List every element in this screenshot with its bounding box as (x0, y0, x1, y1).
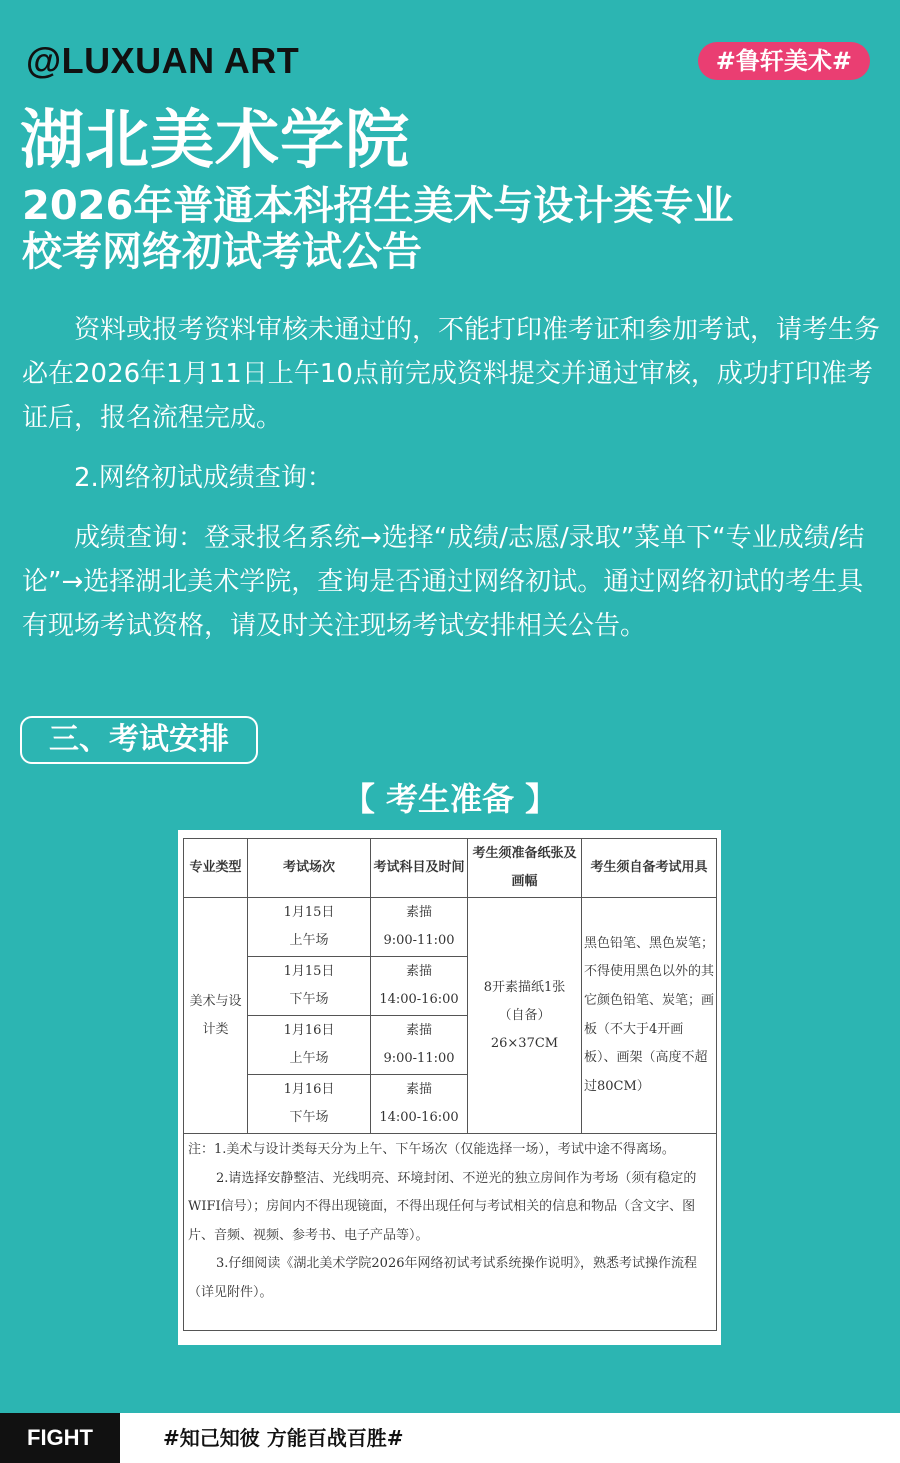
session-date: 1月15日 (283, 905, 335, 920)
major-cell: 美术与设计类 (184, 898, 248, 1134)
table-notes-row (184, 1134, 717, 1331)
table-row (184, 898, 717, 957)
title-line-1: 2026年普通本科招生美术与设计类专业 (22, 183, 734, 229)
tools-cell: 黑色铅笔、黑色炭笔；不得使用黑色以外的其它颜色铅笔、炭笔；画板（不大于4开画板）、画架（高度不超过80CM） (582, 898, 717, 1134)
paper-line-3: 26×37CM (490, 1035, 559, 1051)
brand-name: @LUXUAN ART (26, 40, 300, 81)
subject-time: 14:00-16:00 (379, 1110, 459, 1125)
session-date: 1月16日 (283, 1023, 335, 1038)
session-cell (248, 1075, 371, 1134)
header-subject: 考试科目及时间 (371, 839, 468, 898)
session-half: 上午场 (289, 1051, 329, 1066)
school-name: 湖北美术学院 (20, 104, 410, 178)
subject-cell (371, 1075, 468, 1134)
announcement-title (22, 183, 892, 275)
header-session: 考试场次 (248, 839, 371, 898)
paper-cell (468, 898, 582, 1134)
session-half: 下午场 (289, 992, 329, 1007)
subject-time: 9:00-11:00 (383, 933, 455, 948)
table-header-row (184, 839, 717, 898)
exam-schedule-card (178, 830, 721, 1345)
session-cell (248, 898, 371, 957)
title-line-2: 校考网络初试考试公告 (22, 229, 422, 275)
session-date: 1月16日 (283, 1082, 335, 1097)
subject-time: 14:00-16:00 (379, 992, 459, 1007)
subject-name: 素描 (405, 1082, 432, 1097)
hashtag-badge: #鲁轩美术# (698, 42, 870, 80)
header-tools: 考生须自备考试用具 (582, 839, 717, 898)
session-cell (248, 1016, 371, 1075)
section-heading: 三、考试安排 (20, 716, 258, 764)
fight-label: FIGHT (0, 1413, 120, 1463)
subject-time: 9:00-11:00 (383, 1051, 455, 1066)
subject-name: 素描 (405, 1023, 432, 1038)
paragraph-review: 资料或报考资料审核未通过的，不能打印准考证和参加考试，请考生务必在2026年1月11日上午10点前完成资料提交并通过审核，成功打印准考证后，报名流程完成。 (22, 315, 881, 433)
session-cell (248, 957, 371, 1016)
paragraph-score-query: 成绩查询：登录报名系统→选择“成绩/志愿/录取”菜单下“专业成绩/结论”→选择湖北美术学院，查询是否通过网络初试。通过网络初试的考生具有现场考试资格，请及时关注现场考试安排相关公告。 (22, 523, 865, 641)
paper-line-2: （自备） (498, 1007, 551, 1023)
header-major: 专业类型 (184, 839, 248, 898)
paper-line-1: 8开素描纸1张 (483, 979, 566, 995)
footer-bar (0, 1413, 900, 1463)
subheading-score-query: 2.网络初试成绩查询： (74, 463, 333, 493)
session-date: 1月15日 (283, 964, 335, 979)
note-3: 3.仔细阅读《湖北美术学院2026年网络初试考试系统操作说明》，熟悉考试操作流程（详见附件）。 (188, 1256, 697, 1300)
exam-schedule-table (183, 838, 717, 1331)
subject-cell (371, 898, 468, 957)
subject-name: 素描 (405, 905, 432, 920)
note-2: 2.请选择安静整洁、光线明亮、环境封闭、不逆光的独立房间作为考场（须有稳定的WIFI信号）；房间内不得出现镜面，不得出现任何与考试相关的信息和物品（含文字、图片、音频、视频、参考书、电子产品等）。 (188, 1170, 697, 1243)
footer-slogan: #知己知彼 方能百战百胜# (163, 1426, 404, 1450)
notes-cell (184, 1134, 717, 1331)
subject-cell (371, 1016, 468, 1075)
subject-name: 素描 (405, 964, 432, 979)
note-1: 注：1.美术与设计类每天分为上午、下午场次（仅能选择一场），考试中途不得离场。 (188, 1142, 675, 1157)
session-half: 上午场 (289, 933, 329, 948)
prep-title: 【 考生准备 】 (342, 780, 558, 818)
subject-cell (371, 957, 468, 1016)
header-paper: 考生须准备纸张及画幅 (468, 839, 582, 898)
session-half: 下午场 (289, 1110, 329, 1125)
